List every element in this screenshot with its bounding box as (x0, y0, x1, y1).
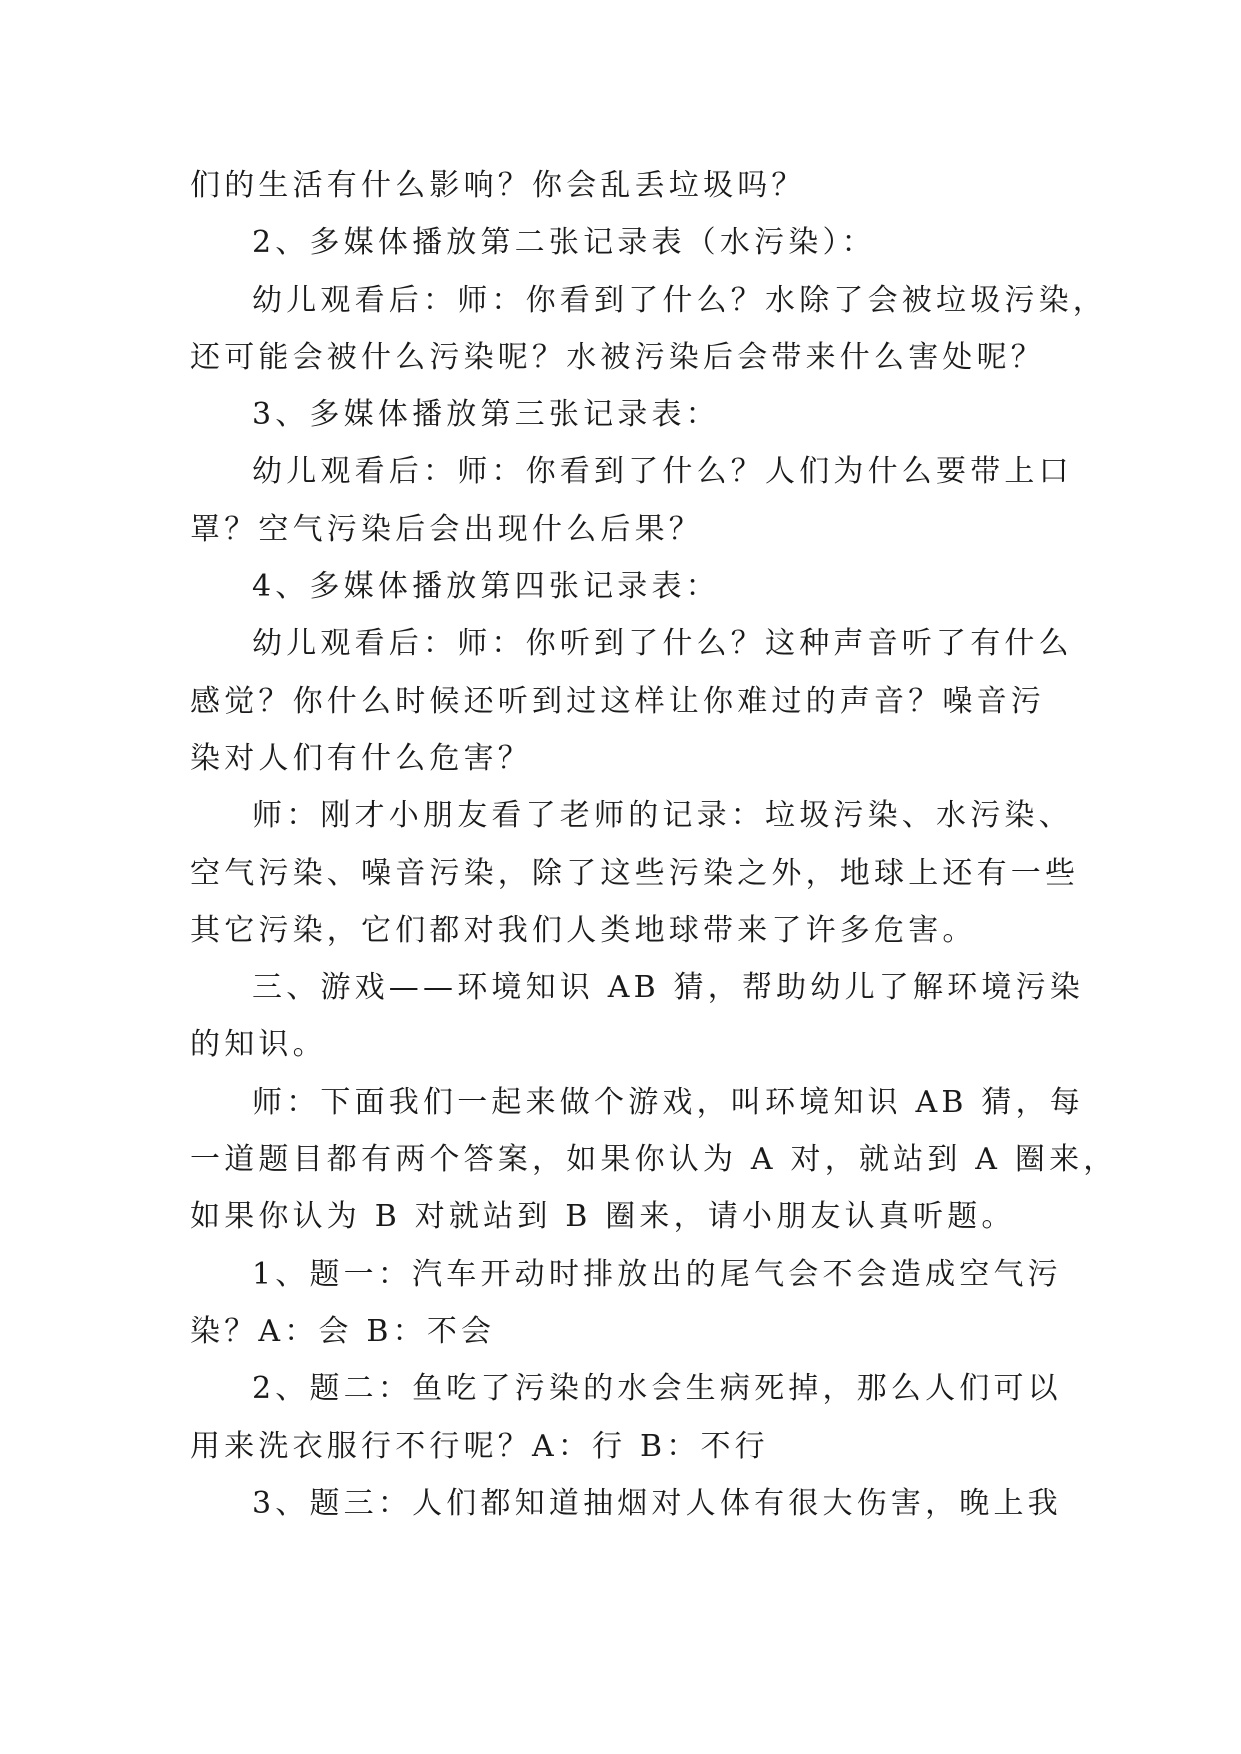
text-line: 用来洗衣服行不行呢？A：行 B：不行 (190, 1428, 769, 1464)
text-line: 师：下面我们一起来做个游戏，叫环境知识 AB 猜，每 (252, 1084, 1084, 1120)
text-line: 3、题三：人们都知道抽烟对人体有很大伤害，晚上我 (252, 1485, 1062, 1521)
text-line: 其它污染，它们都对我们人类地球带来了许多危害。 (190, 912, 977, 948)
text-line: 三、游戏——环境知识 AB 猜，帮助幼儿了解环境污染 (252, 970, 1084, 1006)
text-line: 3、多媒体播放第三张记录表： (252, 397, 720, 433)
document-body (190, 157, 1118, 1532)
text-line: 空气污染、噪音污染，除了这些污染之外，地球上还有一些 (190, 855, 1080, 891)
text-line: 染对人们有什么危害？ (190, 740, 532, 776)
text-line: 2、多媒体播放第二张记录表（水污染）： (252, 225, 876, 261)
text-line: 1、题一：汽车开动时排放出的尾气会不会造成空气污 (252, 1256, 1062, 1292)
text-line: 幼儿观看后：师：你看到了什么？水除了会被垃圾污染， (252, 282, 1107, 318)
text-line: 感觉？你什么时候还听到过这样让你难过的声音？噪音污 (190, 683, 1045, 719)
text-line: 2、题二：鱼吃了污染的水会生病死掉，那么人们可以 (252, 1371, 1062, 1407)
text-line: 们的生活有什么影响？你会乱丢垃圾吗？ (190, 168, 806, 203)
text-line: 罩？空气污染后会出现什么后果？ (190, 511, 703, 547)
text-line: 幼儿观看后：师：你听到了什么？这种声音听了有什么 (252, 626, 1073, 662)
text-line: 染？A：会 B：不会 (190, 1313, 496, 1349)
text-line: 师：刚才小朋友看了老师的记录：垃圾污染、水污染、 (252, 798, 1073, 834)
text-line: 还可能会被什么污染呢？水被污染后会带来什么害处呢？ (190, 339, 1045, 375)
text-line: 一道题目都有两个答案，如果你认为 A 对，就站到 A 圈来， (190, 1142, 1118, 1178)
text-line: 如果你认为 B 对就站到 B 圈来，请小朋友认真听题。 (190, 1199, 1016, 1235)
text-line: 4、多媒体播放第四张记录表： (252, 569, 720, 605)
text-line: 的知识。 (190, 1027, 327, 1063)
text-line: 幼儿观看后：师：你看到了什么？人们为什么要带上口 (252, 454, 1073, 490)
